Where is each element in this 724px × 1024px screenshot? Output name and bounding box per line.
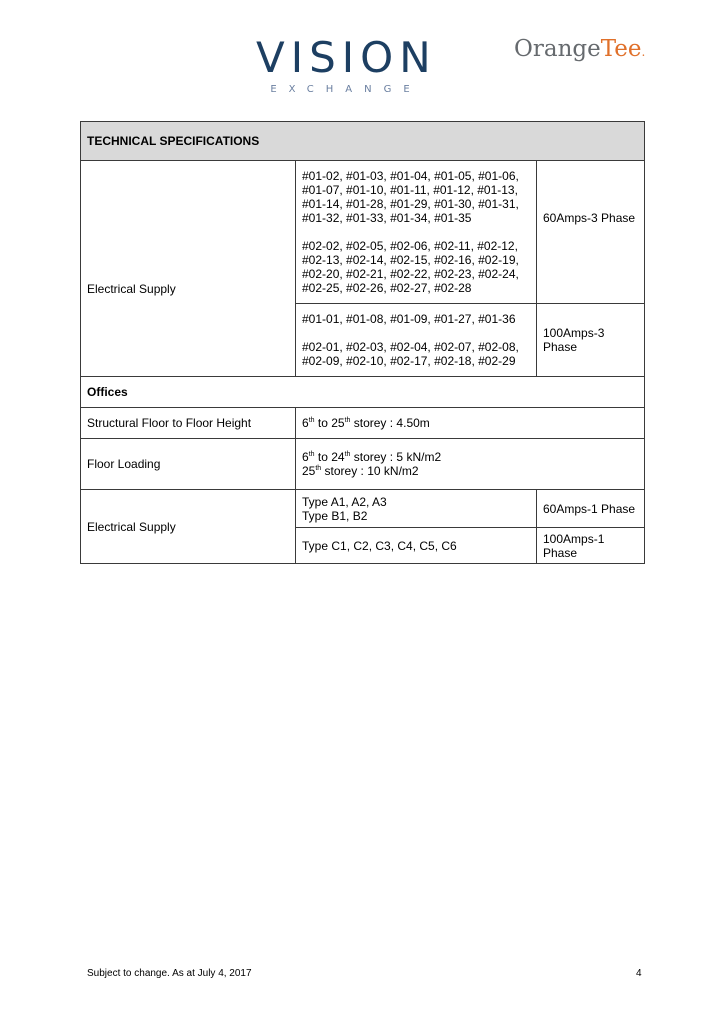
- supply-value: 100Amps-3 Phase: [537, 304, 645, 377]
- floor-height-to: 25: [331, 416, 345, 430]
- table-row: [81, 439, 645, 490]
- offices-heading: Offices: [81, 377, 645, 408]
- floor-height-value: [296, 408, 645, 439]
- unit-list-level2: #02-01, #02-03, #02-04, #02-07, #02-08, #02-09, #02-10, #02-17, #02-18, #02-29: [302, 340, 519, 368]
- table-row: [81, 408, 645, 439]
- office-types-b: Type C1, C2, C3, C4, C5, C6: [296, 528, 537, 564]
- page-header: [0, 0, 724, 110]
- floor-loading-line2: [302, 464, 638, 478]
- ordinal-suffix: th: [308, 417, 315, 424]
- ordinal-suffix: th: [344, 417, 351, 424]
- unit-list-level1: #01-02, #01-03, #01-04, #01-05, #01-06, #01-07, #01-10, #01-11, #01-12, #01-13, #01-14, #01-28, #01-29, #01-30, #01-31, #01-32, #01-33, #01-34, #01-35: [302, 169, 519, 225]
- orangetee-logo-dot: .: [641, 45, 646, 59]
- unit-list-group2: [296, 304, 537, 377]
- office-supply-b: 100Amps-1 Phase: [537, 528, 645, 564]
- floor-loading-line1: [302, 450, 638, 464]
- office-electrical-supply-label: Electrical Supply: [81, 490, 296, 564]
- footer-note: Subject to change. As at July 4, 2017: [87, 968, 252, 979]
- floor-loading-top-suffix: storey : 10 kN/m2: [321, 464, 419, 478]
- unit-list-level2: #02-02, #02-05, #02-06, #02-11, #02-12, #02-13, #02-14, #02-15, #02-16, #02-19, #02-20, #02-21, #02-22, #02-23, #02-24, #02-25, #02-26, #02-27, #02-28: [302, 239, 519, 295]
- vision-logo-text: VISION: [256, 33, 437, 82]
- office-types-a: [296, 490, 537, 528]
- floor-loading-top: 25: [302, 464, 316, 478]
- office-types-a-line1: Type A1, A2, A3: [302, 494, 387, 509]
- ordinal-suffix: th: [344, 451, 351, 458]
- offices-section-row: [81, 377, 645, 408]
- page-number: 4: [636, 968, 642, 979]
- floor-height-label: Structural Floor to Floor Height: [81, 408, 296, 439]
- floor-loading-suffix: storey : 5 kN/m2: [350, 450, 442, 464]
- ordinal-suffix: th: [308, 451, 315, 458]
- table-title-row: [81, 122, 645, 161]
- vision-exchange-logo: [256, 33, 437, 96]
- floor-height-suffix: storey : 4.50m: [350, 416, 430, 430]
- ordinal-suffix: th: [315, 465, 322, 472]
- floor-height-from: 6: [302, 416, 309, 430]
- table-title: TECHNICAL SPECIFICATIONS: [81, 122, 645, 161]
- floor-loading-from: 6: [302, 450, 309, 464]
- office-supply-a: 60Amps-1 Phase: [537, 490, 645, 528]
- table-row: [81, 490, 645, 528]
- technical-specifications-table: [80, 121, 645, 564]
- electrical-supply-label: Electrical Supply: [81, 161, 296, 377]
- floor-loading-to: 24: [331, 450, 345, 464]
- orangetee-logo-orange: Orange: [514, 36, 601, 62]
- supply-value: 60Amps-3 Phase: [537, 161, 645, 304]
- unit-list-group1: [296, 161, 537, 304]
- floor-loading-to-word: to: [314, 450, 332, 464]
- unit-list-level1: #01-01, #01-08, #01-09, #01-27, #01-36: [302, 312, 516, 326]
- table-row: [81, 161, 645, 304]
- orangetee-logo: [514, 35, 645, 66]
- orangetee-logo-tee: Tee: [600, 36, 642, 62]
- floor-loading-label: Floor Loading: [81, 439, 296, 490]
- floor-loading-value: [296, 439, 645, 490]
- exchange-logo-text: EXCHANGE: [270, 84, 422, 95]
- office-types-a-line2: Type B1, B2: [302, 508, 368, 523]
- floor-height-to-word: to: [314, 416, 332, 430]
